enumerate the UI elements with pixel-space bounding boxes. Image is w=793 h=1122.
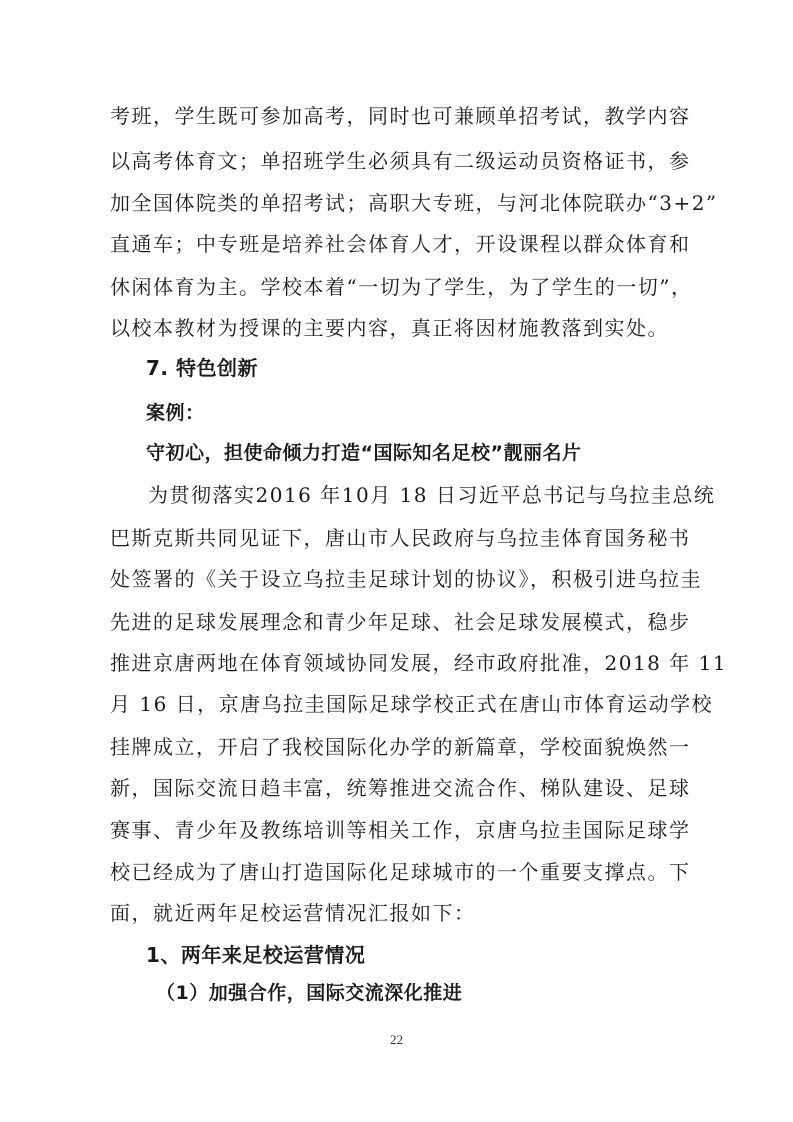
paragraph-line: 挂牌成立，开启了我校国际化办学的新篇章，学校面貌焕然一 [110,735,691,759]
paragraph-line: 面，就近两年足校运营情况汇报如下： [110,901,476,925]
paragraph-line: 巴斯克斯共同见证下，唐山市人民政府与乌拉圭体育国务秘书 [110,526,691,550]
case-label: 案例： [146,402,205,424]
paragraph-line: 以高考体育文；单招班学生必须具有二级运动员资格证书，参 [110,149,691,173]
paragraph-line: 赛事、青少年及教练培训等相关工作，京唐乌拉圭国际足球学 [110,818,691,842]
paragraph-line: 考班，学生既可参加高考，同时也可兼顾单招考试，教学内容 [110,104,691,128]
paragraph-line: 推进京唐两地在体育领域协同发展，经市政府批准，2018 年 11 [110,651,728,675]
paragraph-line: 休闲体育为主。学校本着“一切为了学生，为了学生的一切”， [110,275,693,299]
section-heading: 7. 特色创新 [146,356,258,380]
paragraph-line: 直通车；中专班是培养社会体育人才，开设课程以群众体育和 [110,232,691,256]
subheading-1: 1、两年来足校运营情况 [146,943,366,967]
paragraph-line: 以校本教材为授课的主要内容，真正将因材施教落到实处。 [110,316,669,340]
page-number: 22 [390,1032,403,1047]
paragraph-line: 新，国际交流日趋丰富，统筹推进交流合作、梯队建设、足球 [110,776,691,800]
paragraph-line: 为贯彻落实2016 年10月 18 日习近平总书记与乌拉圭总统 [148,483,716,507]
paragraph-line: 加全国体院类的单招考试；高职大专班，与河北体院联办“3+2” [110,191,718,215]
case-title: 守初心，担使命倾力打造“国际知名足校”靓丽名片 [146,442,582,464]
paragraph-line: 先进的足球发展理念和青少年足球、社会足球发展模式，稳步 [110,610,691,634]
subheading-2: （1）加强合作，国际交流深化推进 [156,982,463,1004]
paragraph-line: 处签署的《关于设立乌拉圭足球计划的协议》，积极引进乌拉圭 [110,567,702,591]
paragraph-line: 月 16 日，京唐乌拉圭国际足球学校正式在唐山市体育运动学校 [110,692,714,716]
paragraph-line: 校已经成为了唐山打造国际化足球城市的一个重要支撑点。下 [110,860,691,884]
